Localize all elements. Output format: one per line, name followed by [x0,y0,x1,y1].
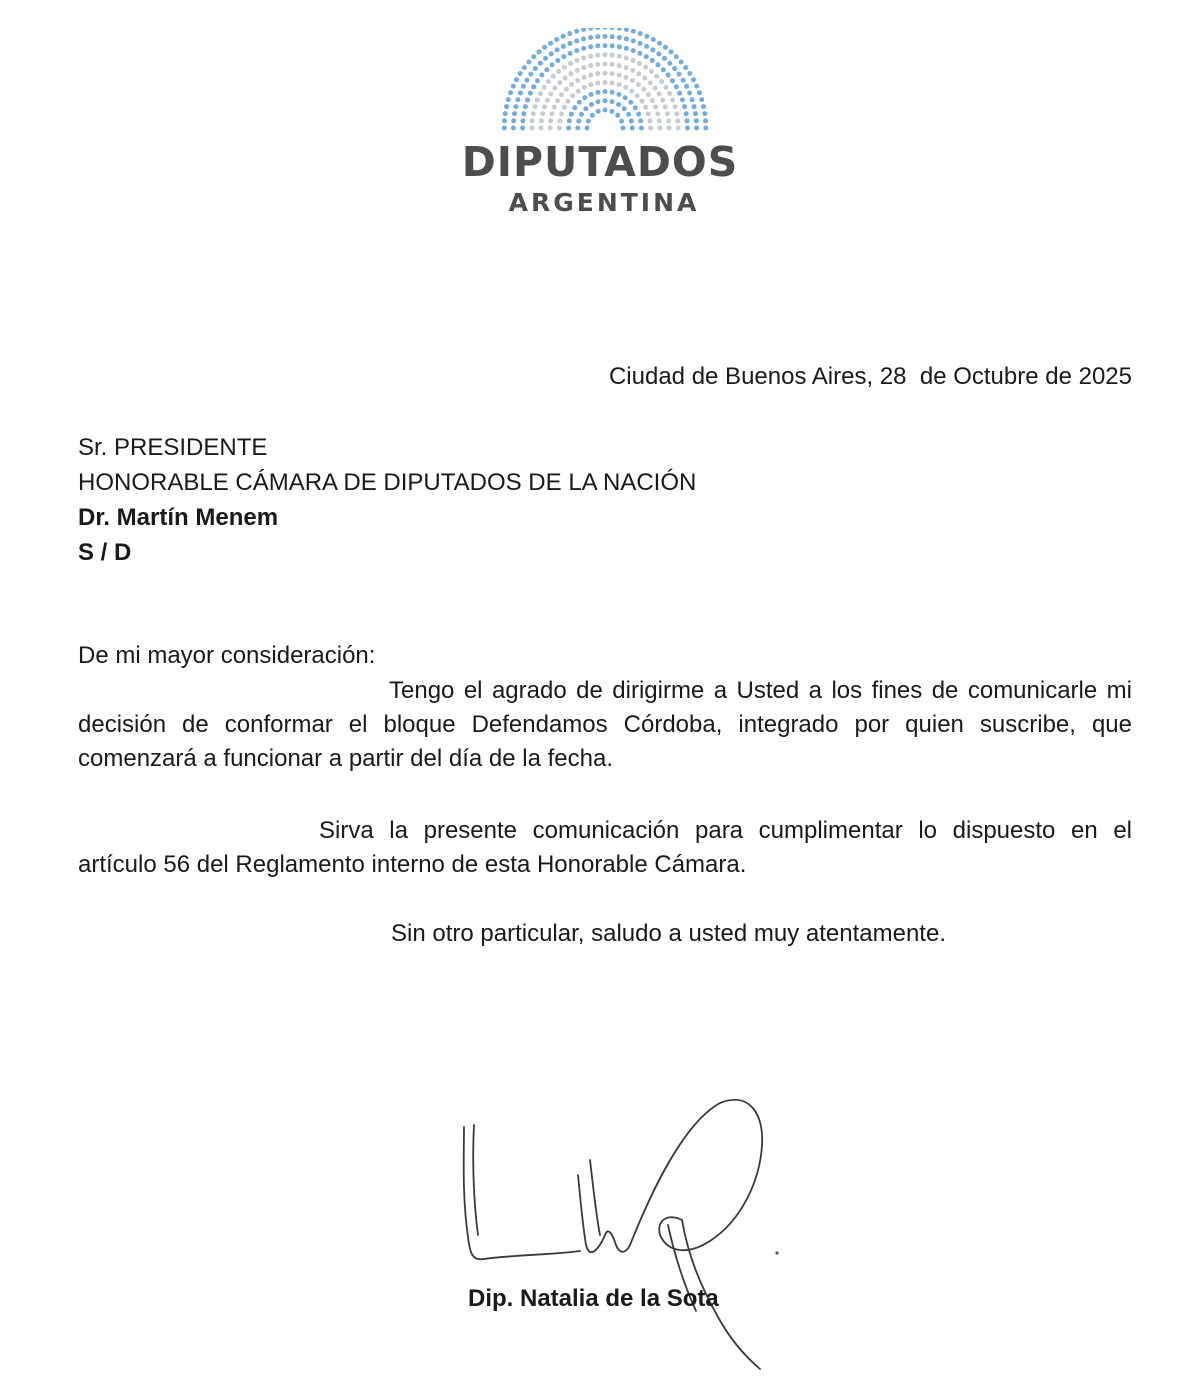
hemicycle-seat-dot [617,54,622,59]
hemicycle-seat-dot [540,111,545,116]
hemicycle-seat-dot [511,126,516,131]
hemicycle-seat-dot [550,111,555,116]
hemicycle-seat-dot [568,71,573,76]
hemicycle-seat-dot [603,80,608,85]
hemicycle-seat-dot [661,67,666,72]
hemicycle-seat-dot [579,112,584,117]
hemicycle-seat-dot [603,62,608,67]
hemicycle-seat-dot [529,126,534,131]
hemicycle-seat-dot [569,112,574,117]
hemicycle-seat-dot [641,87,646,92]
hemicycle-seat-dot [637,51,642,56]
hemicycle-seat-dot [650,47,655,52]
hemicycle-seat-dot [588,54,593,59]
chamber-hemicycle-icon [500,28,710,133]
hemicycle-seat-dot [637,71,642,76]
hemicycle-seat-dot [522,65,527,70]
hemicycle-seat-dot [528,72,533,77]
hemicycle-seat-dot [524,78,529,83]
hemicycle-seat-dot [564,87,569,92]
hemicycle-seat-dot [617,82,622,87]
recipient-sd: S / D [78,539,132,566]
hemicycle-seat-dot [570,93,575,98]
hemicycle-seat-dot [551,74,556,79]
hemicycle-seat-dot [610,62,615,67]
hemicycle-seat-dot [670,78,675,83]
body-paragraph: Tengo el agrado de dirigirme a Usted a los fines de comunicarle mi decisión de conformar el bloque Defendamos Córdoba, integrado por quien suscribe, que comenzará a funcionar a partir del día de la fecha. [78,677,1132,772]
hemicycle-seat-dot [514,77,519,82]
hemicycle-seat-dot [650,58,655,63]
hemicycle-seat-dot [644,44,649,49]
hemicycle-seat-dot [568,51,573,56]
hemicycle-seat-dot [572,105,577,110]
hemicycle-seat-dot [682,104,687,109]
hemicycle-seat-dot [525,97,530,102]
hemicycle-seat-dot [538,61,543,66]
logo-title: DIPUTADOS [461,138,739,186]
closing-line: Sin otro particular, saludo a usted muy atentamente. [391,920,946,947]
hemicycle-seat-dot [654,74,659,79]
hemicycle-seat-dot [663,104,668,109]
hemicycle-seat-dot [648,80,653,85]
hemicycle-seat-dot [666,118,671,123]
hemicycle-seat-dot [581,55,586,60]
hemicycle-seat-dot [660,98,665,103]
hemicycle-seat-dot [624,65,629,70]
hemicycle-seat-dot [581,36,586,41]
hemicycle-seat-dot [690,97,695,102]
hemicycle-seat-dot [575,126,580,131]
hemicycle-seat-dot [513,104,518,109]
hemicycle-seat-dot [531,54,536,59]
hemicycle-seat-dot [702,111,707,116]
hemicycle-seat-dot [559,92,564,97]
hemicycle-seat-dot [523,104,528,109]
hemicycle-seat-dot [623,85,628,90]
hemicycle-seat-dot [643,65,648,70]
hemicycle-seat-dot [552,86,557,91]
hemicycle-seat-dot [550,62,555,67]
hemicycle-seat-dot [567,118,572,123]
hemicycle-seat-dot [562,105,567,110]
hemicycle-seat-dot [555,47,560,52]
hemicycle-seat-dot [515,97,520,102]
hemicycle-seat-dot [673,104,678,109]
hemicycle-seat-dot [610,34,615,39]
hemicycle-seat-dot [581,65,586,70]
hemicycle-seat-dot [672,66,677,71]
hemicycle-seat-dot [555,98,560,103]
hemicycle-seat-dot [626,112,631,117]
hemicycle-seat-dot [595,53,600,58]
hemicycle-seat-dot [548,41,553,46]
hemicycle-seat-dot [650,98,655,103]
recipient-name: Dr. Martín Menem [78,504,279,531]
hemicycle-seat-dot [657,41,662,46]
hemicycle-seat-dot [577,100,582,105]
hemicycle-seat-dot [567,31,572,36]
hemicycle-seat-dot [630,68,635,73]
hemicycle-seat-dot [653,105,658,110]
hemicycle-seat-dot [636,82,641,87]
hemicycle-seat-dot [703,126,708,131]
hemicycle-seat-dot [508,90,513,95]
hemicycle-seat-dot [503,111,508,116]
hemicycle-seat-dot [548,118,553,123]
hemicycle-seat-dot [638,118,643,123]
hemicycle-seat-dot [665,111,670,116]
hemicycle-seat-dot [667,91,672,96]
hemicycle-seat-dot [595,43,600,48]
hemicycle-seat-dot [628,100,633,105]
hemicycle-seat-dot [504,104,509,109]
hemicycle-seat-dot [694,118,699,123]
hemicycle-seat-dot [610,43,615,48]
hemicycle-seat-dot [624,55,629,60]
hemicycle-seat-dot [595,62,600,67]
logo-subtitle: ARGENTINA [508,188,700,217]
hemicycle-seat-dot [616,102,621,107]
hemicycle-seat-dot [569,82,574,87]
hemicycle-seat-dot [576,89,581,94]
hemicycle-seat-dot [610,71,615,76]
hemicycle-seat-dot [685,118,690,123]
hemicycle-seat-dot [603,43,608,48]
hemicycle-seat-dot [681,78,686,83]
hemicycle-seat-dot [674,54,679,59]
hemicycle-seat-dot [556,69,561,74]
hemicycle-seat-dot [666,73,671,78]
hemicycle-seat-dot [566,99,571,104]
hemicycle-seat-dot [502,126,507,131]
hemicycle-seat-dot [659,79,664,84]
recipient-title: Sr. PRESIDENTE [78,434,268,461]
hemicycle-seat-dot [561,44,566,49]
hemicycle-seat-dot [535,78,540,83]
recipient-institution: HONORABLE CÁMARA DE DIPUTADOS DE LA NACIÓN [78,469,697,496]
hemicycle-seat-dot [595,99,600,104]
hemicycle-seat-dot [617,63,622,68]
hemicycle-seat-dot [528,91,533,96]
hemicycle-seat-dot [575,78,580,83]
hemicycle-seat-dot [538,91,543,96]
hemicycle-seat-dot [557,80,562,85]
hemicycle-seat-dot [555,58,560,63]
hemicycle-seat-dot [506,97,511,102]
hemicycle-seat-dot [574,38,579,43]
letter-date: Ciudad de Buenos Aires, 28 de Octubre de 2025 [608,363,1132,390]
hemicycle-seat-dot [502,118,507,123]
hemicycle-seat-dot [588,73,593,78]
hemicycle-seat-dot [588,44,593,49]
hemicycle-seat-dot [603,71,608,76]
hemicycle-seat-dot [617,28,622,31]
hemicycle-seat-dot [639,126,644,131]
hemicycle-seat-dot [582,95,587,100]
hemicycle-seat-dot [697,90,702,95]
hemicycle-seat-dot [677,72,682,77]
hemicycle-seat-dot [568,61,573,66]
hemicycle-seat-dot [692,104,697,109]
hemicycle-seat-dot [680,97,685,102]
hemicycle-seat-dot [603,98,608,103]
hemicycle-seat-dot [631,29,636,34]
hemicycle-seat-dot [687,90,692,95]
hemicycle-seat-dot [662,56,667,61]
hemicycle-seat-dot [624,36,629,41]
hemicycle-seat-dot [512,111,517,116]
hemicycle-seat-dot [520,126,525,131]
hemicycle-seat-dot [595,90,600,95]
hemicycle-seat-dot [656,51,661,56]
hemicycle-seat-dot [642,75,647,80]
hemicycle-seat-dot [543,56,548,61]
hemicycle-seat-dot [615,113,620,118]
hemicycle-seat-dot [651,37,656,42]
hemicycle-seat-dot [699,97,704,102]
hemicycle-seat-dot [589,102,594,107]
hemicycle-seat-dot [631,38,636,43]
hemicycle-seat-dot [646,111,651,116]
hemicycle-seat-dot [574,48,579,53]
hemicycle-seat-dot [589,92,594,97]
hemicycle-seat-dot [621,126,626,131]
hemicycle-seat-dot [581,46,586,51]
hemicycle-seat-dot [567,41,572,46]
hemicycle-seat-dot [610,80,615,85]
hemicycle-seat-dot [648,118,653,123]
hemicycle-seat-dot [663,85,668,90]
hemicycle-seat-dot [548,126,553,131]
hemicycle-seat-dot [694,84,699,89]
hemicycle-seat-dot [559,111,564,116]
hemicycle-seat-dot [684,111,689,116]
hemicycle-seat-dot [535,97,540,102]
hemicycle-seat-dot [617,44,622,49]
hemicycle-seat-dot [655,111,660,116]
hemicycle-seat-dot [588,35,593,40]
hemicycle-seat-dot [617,35,622,40]
hemicycle-seat-dot [596,109,601,114]
hemicycle-seat-dot [563,75,568,80]
hemicycle-seat-dot [667,126,672,131]
hemicycle-seat-dot [609,109,614,114]
hemicycle-seat-dot [629,118,634,123]
hemicycle-seat-dot [603,28,608,30]
hemicycle-seat-dot [590,113,595,118]
hemicycle-seat-dot [694,126,699,131]
hemicycle-seat-dot [603,34,608,39]
hemicycle-seat-dot [616,92,621,97]
salutation: De mi mayor consideración: [78,642,376,669]
hemicycle-seat-dot [670,97,675,102]
hemicycle-seat-dot [533,66,538,71]
hemicycle-seat-dot [554,37,559,42]
hemicycle-seat-dot [557,118,562,123]
hemicycle-seat-dot [539,126,544,131]
hemicycle-seat-dot [581,28,586,32]
hemicycle-seat-dot [557,126,562,131]
hemicycle-seat-dot [542,104,547,109]
hemicycle-seat-dot [629,89,634,94]
hemicycle-seat-dot [624,28,629,32]
hemicycle-seat-dot [539,73,544,78]
hemicycle-seat-dot [588,28,593,31]
hemicycle-seat-dot [545,98,550,103]
hemicycle-seat-dot [536,49,541,54]
hemicycle-seat-dot [667,61,672,66]
hemicycle-seat-dot [549,51,554,56]
hemicycle-seat-dot [679,59,684,64]
hemicycle-seat-dot [610,53,615,58]
hemicycle-seat-dot [676,126,681,131]
hemicycle-seat-dot [637,61,642,66]
hemicycle-seat-dot [644,54,649,59]
hemicycle-seat-dot [693,111,698,116]
hemicycle-seat-dot [631,48,636,53]
hemicycle-seat-dot [595,34,600,39]
hemicycle-seat-dot [518,90,523,95]
hemicycle-seat-dot [639,99,644,104]
hemicycle-seat-dot [631,58,636,63]
hemicycle-seat-dot [576,118,581,123]
hemicycle-seat-dot [610,99,615,104]
hemicycle-seat-dot [691,77,696,82]
hemicycle-seat-dot [619,119,624,124]
hemicycle-seat-dot [653,86,658,91]
hemicycle-seat-dot [542,45,547,50]
hemicycle-seat-dot [562,65,567,70]
hemicycle-seat-dot [588,63,593,68]
hemicycle-seat-dot [638,31,643,36]
hemicycle-seat-dot [548,91,553,96]
hemicycle-seat-dot [677,91,682,96]
hemicycle-seat-dot [521,111,526,116]
hemicycle-seat-dot [530,118,535,123]
recipient-block [78,430,696,570]
hemicycle-seat-dot [603,89,608,94]
hemicycle-seat-dot [511,84,516,89]
hemicycle-seat-dot [675,118,680,123]
body-paragraph: Sirva la presente comunicación para cumplimentar lo dispuesto en el artículo 56 del Reglamento interno de esta Honorable Cámara. [78,817,1132,878]
hemicycle-seat-dot [552,105,557,110]
hemicycle-seat-dot [685,126,690,131]
hemicycle-seat-dot [655,62,660,67]
hemicycle-seat-dot [575,68,580,73]
hemicycle-seat-dot [603,52,608,57]
hemicycle-seat-dot [648,126,653,131]
hemicycle-seat-dot [646,92,651,97]
hemicycle-seat-dot [603,108,608,113]
hemicycle-seat-dot [544,67,549,72]
hemicycle-seat-dot [687,71,692,76]
hemicycle-seat-dot [582,75,587,80]
hemicycle-seat-dot [561,34,566,39]
hemicycle-seat-dot [649,69,654,74]
hemicycle-seat-dot [511,118,516,123]
hemicycle-seat-dot [617,73,622,78]
hemicycle-seat-dot [674,111,679,116]
hemicycle-seat-dot [561,54,566,59]
signer-name: Dip. Natalia de la Sota [468,1285,719,1312]
hemicycle-seat-dot [539,118,544,123]
hemicycle-seat-dot [633,105,638,110]
hemicycle-seat-dot [657,118,662,123]
hemicycle-seat-dot [623,95,628,100]
hemicycle-seat-dot [588,82,593,87]
hemicycle-seat-dot [585,126,590,131]
hemicycle-seat-dot [703,118,708,123]
hemicycle-seat-dot [566,126,571,131]
hemicycle-seat-dot [630,78,635,83]
hemicycle-seat-dot [643,105,648,110]
hemicycle-seat-dot [610,90,615,95]
hemicycle-seat-dot [520,118,525,123]
hemicycle-seat-dot [638,41,643,46]
hemicycle-seat-dot [595,71,600,76]
hemicycle-seat-dot [546,79,551,84]
handwritten-signature [450,1085,790,1375]
hemicycle-seat-dot [518,71,523,76]
hemicycle-seat-dot [623,75,628,80]
letterhead-logo [0,0,1200,240]
hemicycle-seat-dot [583,106,588,111]
hemicycle-seat-dot [531,111,536,116]
hemicycle-seat-dot [574,58,579,63]
hemicycle-seat-dot [526,59,531,64]
hemicycle-seat-dot [586,119,591,124]
hemicycle-seat-dot [532,104,537,109]
hemicycle-seat-dot [663,45,668,50]
hemicycle-seat-dot [636,112,641,117]
hemicycle-seat-dot [674,84,679,89]
hemicycle-seat-dot [684,84,689,89]
hemicycle-seat-dot [622,106,627,111]
hemicycle-seat-dot [630,126,635,131]
hemicycle-seat-dot [595,28,600,30]
hemicycle-seat-dot [531,84,536,89]
hemicycle-seat-dot [669,49,674,54]
hemicycle-seat-dot [701,104,706,109]
hemicycle-seat-dot [657,126,662,131]
hemicycle-seat-dot [644,34,649,39]
hemicycle-seat-dot [657,91,662,96]
hemicycle-seat-dot [582,85,587,90]
hemicycle-seat-dot [610,28,615,30]
hemicycle-seat-dot [683,65,688,70]
hemicycle-seat-dot [635,93,640,98]
hemicycle-seat-dot [542,85,547,90]
hemicycle-seat-dot [595,80,600,85]
hemicycle-seat-dot [624,46,629,51]
hemicycle-seat-dot [574,29,579,34]
hemicycle-seat-dot [521,84,526,89]
